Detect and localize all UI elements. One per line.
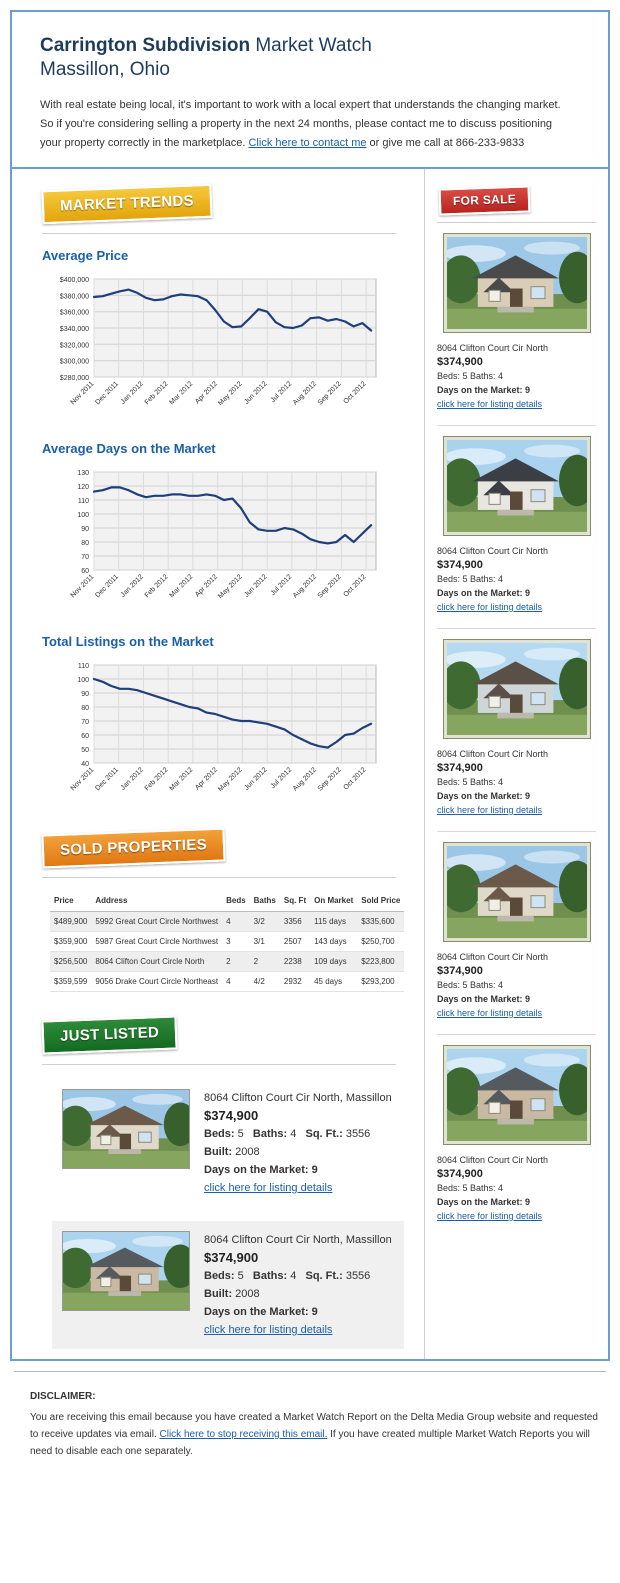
svg-text:Oct 2012: Oct 2012 [342,573,368,599]
list-item [52,1221,404,1349]
disclaimer-line-1: You are receiving this email because you have created a Market Watch Report on the Delta Media Group website and requested [30,1412,598,1423]
svg-text:110: 110 [77,498,89,505]
svg-text:90: 90 [81,526,89,533]
for-sale-price: $374,900 [437,762,483,774]
col-baths: Baths [250,892,280,912]
market-watch-page [0,10,620,1480]
svg-text:Jul 2012: Jul 2012 [269,766,294,791]
intro-paragraph [40,96,580,153]
svg-text:Apr 2012: Apr 2012 [194,766,220,792]
for-sale-specs: Beds: 5 Baths: 4 [437,980,504,990]
average-dom-svg [42,466,382,616]
svg-text:Aug 2012: Aug 2012 [291,380,319,407]
listing-info [204,1089,394,1197]
svg-text:Sep 2012: Sep 2012 [316,380,343,407]
for-sale-info [437,341,596,411]
for-sale-info [437,544,596,614]
total-listings-svg [42,659,382,809]
for-sale-address: 8064 Clifton Court Cir North [437,952,549,962]
svg-text:$400,000: $400,000 [59,277,89,284]
listing-details-link[interactable]: click here for listing details [204,1324,333,1336]
for-sale-item [425,223,608,415]
svg-text:Dec 2011: Dec 2011 [94,573,121,600]
col-sold-price: Sold Price [357,892,404,912]
listing-address: 8064 Clifton Court Cir North, Massillon [204,1092,392,1104]
svg-text:Jul 2012: Jul 2012 [269,380,294,405]
svg-text:Aug 2012: Aug 2012 [291,766,319,793]
svg-text:Feb 2012: Feb 2012 [143,380,170,407]
sold-sqft: 2507 [280,932,310,952]
for-sale-details-link[interactable]: click here for listing details [437,1008,543,1018]
svg-text:60: 60 [81,733,89,740]
left-column [12,169,424,1359]
sold-final-price: $223,800 [357,952,404,972]
for-sale-photo [443,1045,591,1145]
disclaimer-title: DISCLAIMER: [30,1391,96,1402]
for-sale-item [425,832,608,1024]
disclaimer-line-3: need to disable each one separately. [30,1446,193,1457]
svg-text:Jan 2012: Jan 2012 [119,766,145,792]
intro-line-3-pre: your property correctly in the marketplace. [40,137,249,149]
sold-address: 5992 Great Court Circle Northwest [91,912,222,932]
col-address: Address [91,892,222,912]
sold-address: 8064 Clifton Court Circle North [91,952,222,972]
for-sale-item [425,426,608,618]
for-sale-photo [443,233,591,333]
svg-text:$300,000: $300,000 [59,358,89,366]
for-sale-specs: Beds: 5 Baths: 4 [437,574,504,584]
svg-text:$360,000: $360,000 [59,309,89,317]
col-beds: Beds [222,892,250,912]
table-row [50,912,404,932]
average-dom-title: Average Days on the Market [42,441,216,456]
report-frame [10,10,610,1361]
sold-on-market: 143 days [310,932,357,952]
svg-text:Dec 2011: Dec 2011 [94,380,121,407]
disclaimer [0,1372,620,1480]
svg-text:May 2012: May 2012 [217,766,244,794]
sold-divider [42,877,396,878]
sold-final-price: $335,600 [357,912,404,932]
table-row [50,932,404,952]
sold-price-asking: $359,900 [50,932,91,952]
svg-text:Jan 2012: Jan 2012 [119,380,145,406]
svg-text:Oct 2012: Oct 2012 [342,766,368,792]
sold-address: 5987 Great Court Circle Northwest [91,932,222,952]
svg-text:50: 50 [81,747,89,754]
page-subtitle: Massillon, Ohio [40,59,170,80]
sold-ribbon-wrap [12,813,424,871]
svg-text:Jul 2012: Jul 2012 [269,573,294,598]
total-listings-chart-block [12,620,424,813]
svg-text:Nov 2011: Nov 2011 [69,766,96,793]
sold-on-market: 45 days [310,972,357,992]
for-sale-details-link[interactable]: click here for listing details [437,399,543,409]
listing-info [204,1231,394,1339]
contact-me-link[interactable]: Click here to contact me [248,137,367,149]
svg-text:Nov 2011: Nov 2011 [69,380,96,407]
for-sale-column [424,169,608,1359]
page-title-bold: Carrington Subdivision [40,35,251,56]
sold-sqft: 3356 [280,912,310,932]
for-sale-details-link[interactable]: click here for listing details [437,805,543,815]
svg-text:70: 70 [81,719,89,726]
sold-beds: 2 [222,952,250,972]
average-price-title: Average Price [42,248,129,263]
listing-price: $374,900 [204,1108,259,1123]
for-sale-photo [443,639,591,739]
sold-beds: 3 [222,932,250,952]
svg-text:100: 100 [77,512,89,519]
for-sale-price: $374,900 [437,559,483,571]
svg-text:80: 80 [81,540,89,547]
for-sale-ribbon-wrap [425,169,608,218]
col-price: Price [50,892,91,912]
listing-address: 8064 Clifton Court Cir North, Massillon [204,1234,392,1246]
for-sale-item [425,629,608,821]
just-listed-ribbon: JUST LISTED [41,1015,177,1054]
listing-days-on-market: Days on the Market: 9 [204,1164,318,1176]
svg-text:May 2012: May 2012 [217,380,244,408]
svg-text:Jan 2012: Jan 2012 [119,573,145,599]
svg-text:60: 60 [81,568,89,575]
listing-photo [62,1231,190,1311]
svg-text:90: 90 [81,691,89,698]
average-price-chart-block [12,234,424,427]
for-sale-address: 8064 Clifton Court Cir North [437,343,549,353]
just-listed-ribbon-wrap [12,992,424,1058]
svg-text:40: 40 [81,761,89,768]
for-sale-list [425,223,608,1227]
svg-text:70: 70 [81,554,89,561]
intro-line-3-post: or give me call at 866-233-9833 [366,137,525,149]
sold-baths: 3/2 [250,912,280,932]
for-sale-specs: Beds: 5 Baths: 4 [437,371,504,381]
page-title-rest: Market Watch [250,35,372,56]
for-sale-price: $374,900 [437,965,483,977]
sold-final-price: $293,200 [357,972,404,992]
intro-line-1: With real estate being local, it's important to work with a local expert that understands the changing market. [40,99,561,111]
average-price-chart [42,273,382,423]
total-listings-chart [42,659,382,809]
for-sale-days-on-market: Days on the Market: 9 [437,994,531,1004]
for-sale-address: 8064 Clifton Court Cir North [437,546,549,556]
just-listed-list [12,1079,424,1349]
average-dom-chart-block [12,427,424,620]
listing-photo [62,1089,190,1169]
unsubscribe-link[interactable]: Click here to stop receiving this email. [159,1429,328,1440]
table-row [50,972,404,992]
page-title [40,34,580,58]
listing-details-link[interactable]: click here for listing details [204,1182,333,1194]
col-on-market: On Market [310,892,357,912]
svg-text:Mar 2012: Mar 2012 [168,766,195,793]
sold-sqft: 2932 [280,972,310,992]
for-sale-price: $374,900 [437,1168,483,1180]
disclaimer-body [30,1409,598,1460]
sold-price-asking: $489,900 [50,912,91,932]
sold-baths: 4/2 [250,972,280,992]
svg-text:Jun 2012: Jun 2012 [243,573,269,599]
svg-text:Feb 2012: Feb 2012 [143,766,170,793]
listing-price: $374,900 [204,1250,259,1265]
sold-sqft: 2238 [280,952,310,972]
svg-text:120: 120 [77,484,89,491]
market-trends-ribbon: MARKET TRENDS [41,184,212,224]
disclaimer-line-2-post: If you have created multiple Market Watch Reports you will [327,1429,590,1440]
for-sale-days-on-market: Days on the Market: 9 [437,1197,531,1207]
sold-properties-ribbon: SOLD PROPERTIES [41,827,225,868]
for-sale-details-link[interactable]: click here for listing details [437,602,543,612]
for-sale-info [437,747,596,817]
svg-text:$340,000: $340,000 [59,326,89,333]
for-sale-days-on-market: Days on the Market: 9 [437,791,531,801]
for-sale-item [425,1035,608,1227]
for-sale-address: 8064 Clifton Court Cir North [437,749,549,759]
for-sale-details-link[interactable]: click here for listing details [437,1211,543,1221]
sold-on-market: 109 days [310,952,357,972]
svg-text:$280,000: $280,000 [59,375,89,382]
disclaimer-line-2-pre: to receive updates via email. [30,1429,160,1440]
svg-text:110: 110 [77,663,89,670]
sold-price-asking: $359,599 [50,972,91,992]
sold-price-asking: $256,500 [50,952,91,972]
svg-text:$380,000: $380,000 [59,293,89,301]
for-sale-photo [443,842,591,942]
svg-text:130: 130 [77,470,89,477]
for-sale-days-on-market: Days on the Market: 9 [437,588,531,598]
for-sale-days-on-market: Days on the Market: 9 [437,385,531,395]
average-dom-chart [42,466,382,616]
sold-final-price: $250,700 [357,932,404,952]
listing-days-on-market: Days on the Market: 9 [204,1306,318,1318]
for-sale-info [437,950,596,1020]
for-sale-ribbon: FOR SALE [439,185,531,215]
svg-text:Oct 2012: Oct 2012 [342,380,368,406]
svg-text:Apr 2012: Apr 2012 [194,573,220,599]
svg-text:Mar 2012: Mar 2012 [168,573,195,600]
sold-baths: 3/1 [250,932,280,952]
just-listed-divider [42,1064,396,1065]
for-sale-address: 8064 Clifton Court Cir North [437,1155,549,1165]
report-body [12,169,608,1359]
svg-text:100: 100 [77,677,89,684]
for-sale-photo [443,436,591,536]
svg-text:$320,000: $320,000 [59,342,89,350]
sold-beds: 4 [222,912,250,932]
list-item [52,1079,404,1207]
for-sale-info [437,1153,596,1223]
svg-text:Dec 2011: Dec 2011 [94,766,121,793]
sold-beds: 4 [222,972,250,992]
svg-text:Sep 2012: Sep 2012 [316,766,343,793]
average-price-svg [42,273,382,423]
svg-text:80: 80 [81,705,89,712]
listing-specs: Beds: 5 Baths: 4 Sq. Ft.: 3556 Built: 2008 [204,1270,377,1300]
intro-line-2: So if you're considering selling a property in the next 24 months, please contact me to discuss positioning [40,118,553,130]
svg-text:Aug 2012: Aug 2012 [291,573,319,600]
svg-text:May 2012: May 2012 [217,573,244,601]
sold-properties-table [50,892,404,992]
sold-address: 9056 Drake Court Circle Northeast [91,972,222,992]
svg-text:Apr 2012: Apr 2012 [194,380,220,406]
table-header-row [50,892,404,912]
svg-text:Mar 2012: Mar 2012 [168,380,195,407]
for-sale-specs: Beds: 5 Baths: 4 [437,1183,504,1193]
svg-text:Jun 2012: Jun 2012 [243,766,269,792]
sold-baths: 2 [250,952,280,972]
for-sale-specs: Beds: 5 Baths: 4 [437,777,504,787]
svg-text:Jun 2012: Jun 2012 [243,380,269,406]
total-listings-title: Total Listings on the Market [42,634,214,649]
col-sqft: Sq. Ft [280,892,310,912]
for-sale-price: $374,900 [437,356,483,368]
report-header [12,12,608,169]
market-trends-ribbon-wrap [12,169,424,227]
svg-text:Feb 2012: Feb 2012 [143,573,170,600]
sold-table-body [50,912,404,992]
listing-specs: Beds: 5 Baths: 4 Sq. Ft.: 3556 Built: 2008 [204,1128,377,1158]
table-row [50,952,404,972]
sold-on-market: 115 days [310,912,357,932]
svg-text:Nov 2011: Nov 2011 [69,573,96,600]
svg-text:Sep 2012: Sep 2012 [316,573,343,600]
